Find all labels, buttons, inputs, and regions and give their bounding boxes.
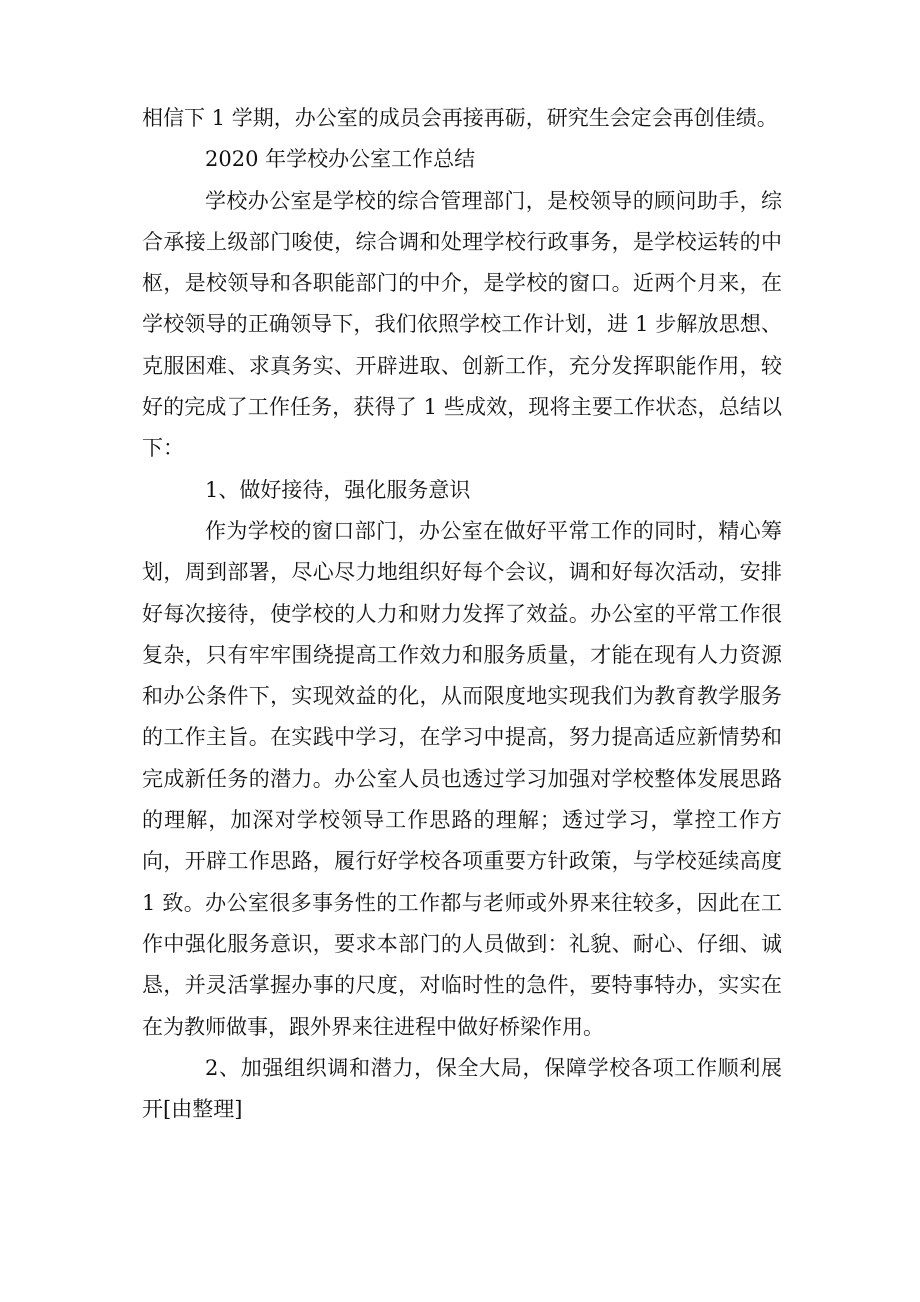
section-heading-2: 2、加强组织调和潜力，保全大局，保障学校各项工作顺利展开[由整理]	[142, 1055, 782, 1122]
document-title: 2020 年学校办公室工作总结	[205, 147, 476, 172]
closing-sentence: 相信下 1 学期，办公室的成员会再接再砺，研究生会定会再创佳绩。	[142, 106, 778, 130]
section-1-paragraph: 作为学校的窗口部门，办公室在做好平常工作的同时，精心筹划，周到部署，尽心尽力地组织好每个会议，调和好每次活动，安排好每次接待，使学校的人力和财力发挥了效益。办公室的平常工作很复杂，只有牢牢围绕提高工作效力和服务质量，才能在现有人力资源和办公条件下，实现效益的化，从而限度地实现我们为教育教学服务的工作主旨。在实践中学习，在学习中提高，努力提高适应新情势和完成新任务的潜力。办公室人员也透过学习加强对学校整体发展思路的理解，加深对学校领导工作思路的理解；透过学习，掌控工作方向，开辟工作思路，履行好学校各项重要方针政策，与学校延续高度 1 致。办公室很多事务性的工作都与老师或外界来往较多，因此在工作中强化服务意识，要求本部门的人员做到：礼貌、耐心、仔细、诚恳，并灵活掌握办事的尺度，对临时性的急件，要特事特办，实实在在为教师做事，跟外界来往进程中做好桥梁作用。	[142, 518, 782, 1039]
section-heading-1: 1、做好接待，强化服务意识	[205, 477, 471, 502]
intro-paragraph: 学校办公室是学校的综合管理部门，是校领导的顾问助手，综合承接上级部门唆使，综合调和处理学校行政事务，是学校运转的中枢，是校领导和各职能部门的中介，是学校的窗口。近两个月来，在学校领导的正确领导下，我们依照学校工作计划，进 1 步解放思想、克服困难、求真务实、开辟进取、创新工作，充分发挥职能作用，较好的完成了工作任务，获得了 1 些成效，现将主要工作状态，总结以下：	[142, 188, 782, 461]
document-body	[142, 98, 782, 1130]
